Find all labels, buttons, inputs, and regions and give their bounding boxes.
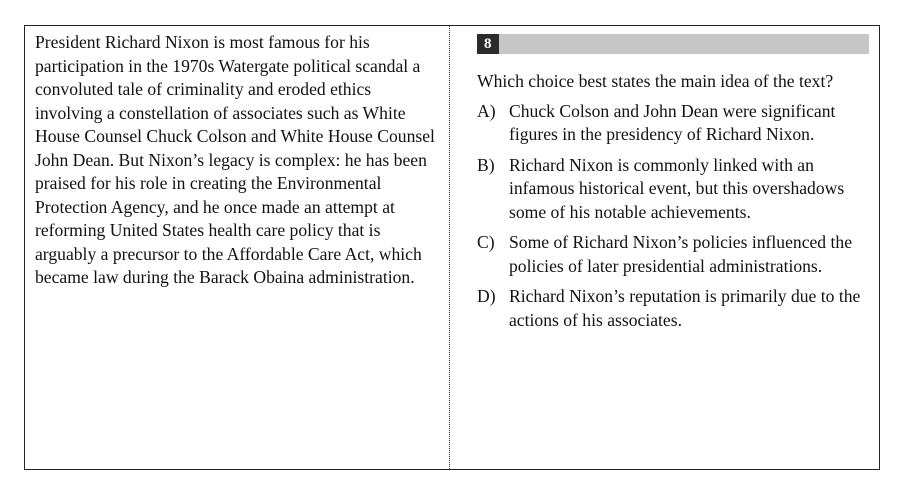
answer-options [477, 100, 869, 333]
question-stem: Which choice best states the main idea of the text? [477, 71, 834, 91]
option-letter: C) [477, 232, 495, 252]
option-letter: B) [477, 154, 495, 175]
answer-option-c[interactable] [477, 231, 869, 278]
answer-option-d[interactable] [477, 285, 869, 332]
question-frame [24, 25, 880, 470]
option-text: Chuck Colson and John Dean were significant figures in the presidency of Richard Nixon. [509, 100, 836, 144]
question-header-bar [477, 34, 869, 54]
question-panel [477, 34, 869, 339]
option-text: Some of Richard Nixon’s policies influenced the policies of later presidential administrations. [509, 232, 853, 276]
passage-text: President Richard Nixon is most famous for his participation in the 1970s Watergate political scandal a convoluted tale of criminality and eroded ethics involving a constellation of associates such as White House Counsel Chuck Colson and White House Counsel John Dean. But Nixon’s legacy is complex: he has been praised for his role in creating the Environmental Protection Agency, and he once made an attempt at reforming United States health care policy that is arguably a precursor to the Affordable Care Act, which became law during the Barack Obaina administration. [35, 32, 435, 287]
option-text: Richard Nixon’s reputation is primarily due to the actions of his associates. [509, 286, 861, 330]
option-text: Richard Nixon is commonly linked with an infamous historical event, but this overshadows some of his notable achievements. [509, 154, 845, 222]
question-number: 8 [477, 34, 499, 54]
column-divider [449, 26, 450, 469]
answer-option-a[interactable] [477, 100, 869, 147]
option-letter: D) [477, 286, 496, 306]
option-letter: A) [477, 100, 496, 121]
answer-option-b[interactable] [477, 154, 869, 225]
